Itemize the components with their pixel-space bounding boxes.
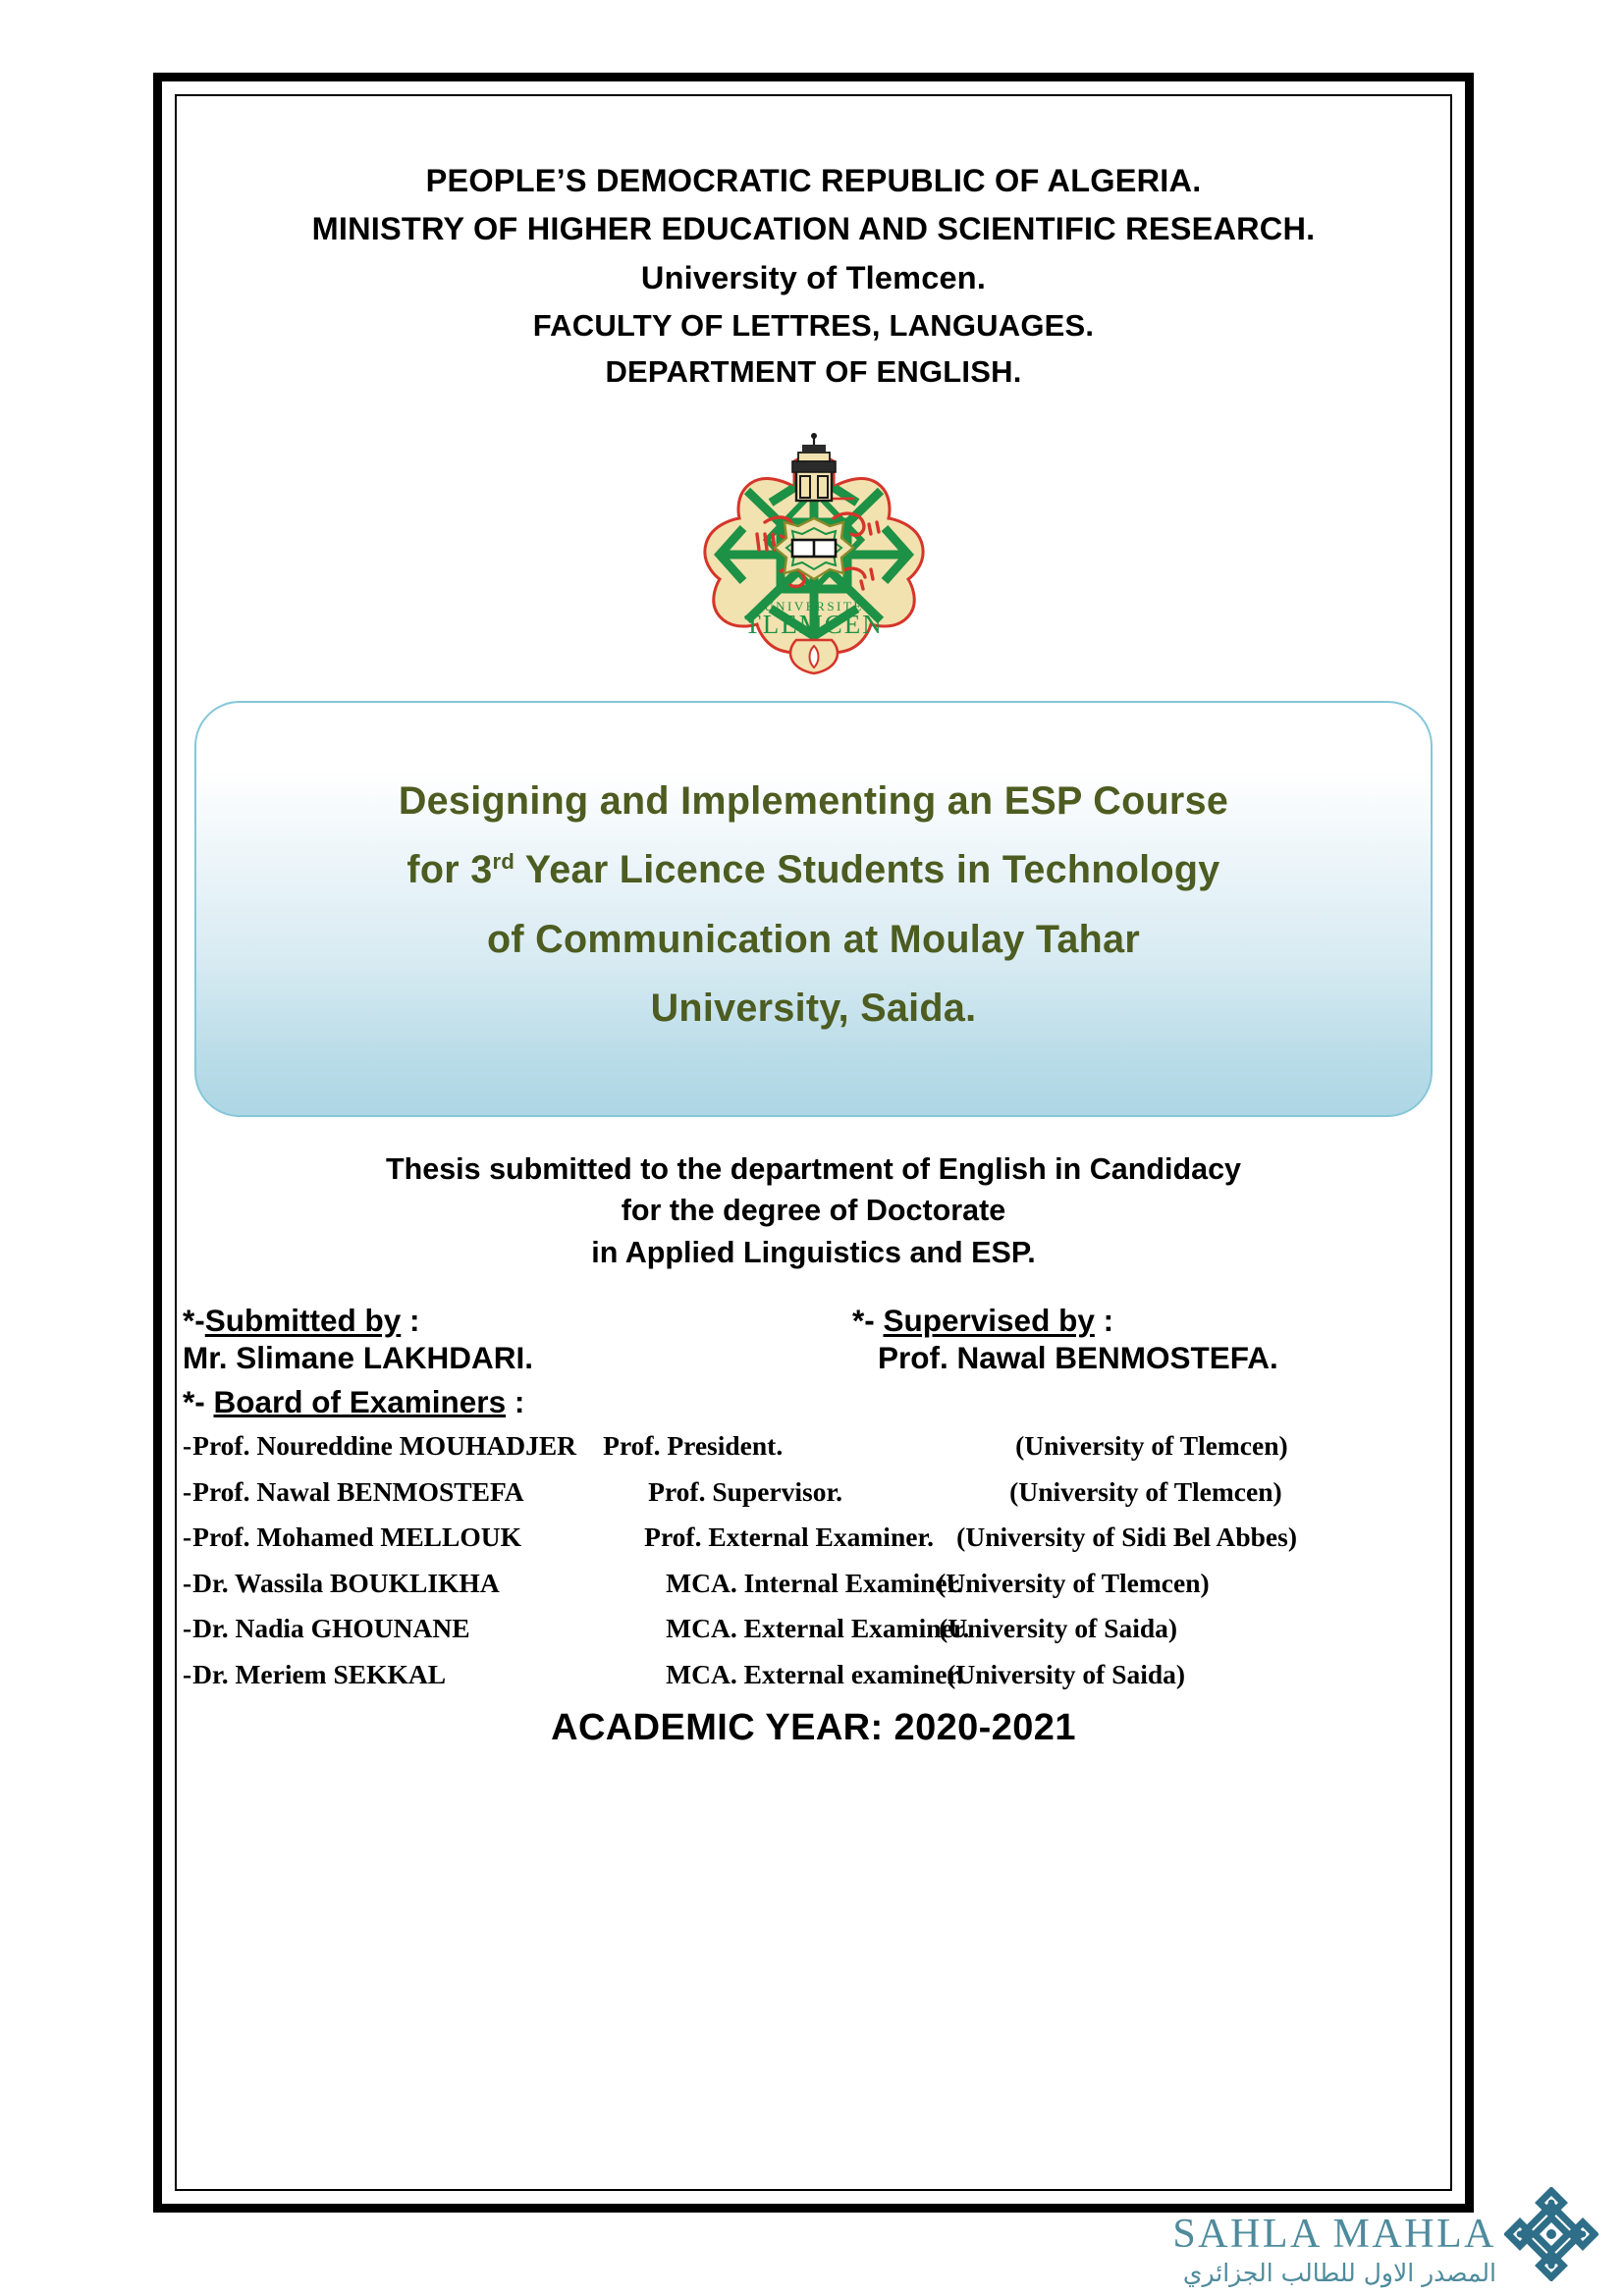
- watermark-logo: [1504, 2187, 1598, 2286]
- sahla-mahla-watermark: [1172, 2187, 1598, 2288]
- examiner-name: Dr. Wassila BOUKLIKHA: [192, 1567, 500, 1598]
- title-line-4-text: University, Saida.: [650, 987, 977, 1031]
- watermark-text: [1172, 2211, 1496, 2288]
- title-line-2: [406, 848, 1220, 892]
- header-line-faculty: FACULTY OF LETTRES, LANGUAGES.: [532, 308, 1095, 344]
- supervised-by-label: [852, 1303, 1113, 1338]
- board-of-examiners-label: [183, 1384, 1450, 1420]
- examiner-university: (University of Tlemcen): [1009, 1475, 1282, 1507]
- watermark-arabic-text: المصدر الاول للطالب الجزائري: [1182, 2258, 1496, 2287]
- submitted-by-label-text: Submitted by: [204, 1302, 402, 1338]
- thesis-title-box: [194, 701, 1433, 1117]
- examiner-name: Prof. Noureddine MOUHADJER: [192, 1430, 577, 1462]
- board-label-text: Board of Examiners: [213, 1384, 507, 1420]
- submitted-by-label: [183, 1303, 420, 1338]
- examiners-list: [183, 1432, 1450, 1687]
- examiner-row: [183, 1567, 1450, 1598]
- examiner-university: (University of Sidi Bel Abbes): [956, 1522, 1297, 1553]
- academic-year: ACADEMIC YEAR: 2020-2021: [551, 1707, 1076, 1749]
- examiner-university: (University of Tlemcen): [1015, 1430, 1288, 1462]
- examiner-row: [183, 1475, 1450, 1507]
- examiner-role: Prof. Supervisor.: [648, 1475, 843, 1507]
- names-row: [183, 1339, 1450, 1376]
- title-line-2-post: Year Licence Students in Technology: [514, 848, 1220, 892]
- header-line-ministry: MINISTRY OF HIGHER EDUCATION AND SCIENTIFIC RESEARCH.: [311, 211, 1316, 247]
- thesis-statement-line-2: for the degree of Doctorate: [621, 1194, 1006, 1228]
- examiner-university: (University of Saida): [947, 1658, 1186, 1689]
- examiner-row: [183, 1615, 1450, 1642]
- labels-row: [183, 1303, 1450, 1339]
- examiner-university: (University of Saida): [939, 1613, 1178, 1644]
- examiner-dash: -: [183, 1430, 192, 1462]
- examiner-dash: -: [183, 1567, 192, 1598]
- submitted-by-label-cell: [183, 1303, 732, 1339]
- submitted-by-suffix: :: [401, 1302, 420, 1338]
- watermark-latin-text: SAHLA MAHLA: [1172, 2211, 1496, 2257]
- examiner-role: MCA. External Examiner.: [666, 1613, 970, 1644]
- logo-caption-tlemcen: TLEMCEN: [743, 610, 884, 640]
- examiner-dash: -: [183, 1475, 192, 1507]
- examiner-university: (University of Tlemcen): [937, 1567, 1210, 1598]
- supervised-by-suffix: :: [1094, 1302, 1114, 1338]
- supervised-by-prefix: *-: [852, 1302, 884, 1338]
- title-line-4: [651, 989, 977, 1029]
- supervised-by-label-text: Supervised by: [883, 1302, 1095, 1338]
- examiner-role: Prof. President.: [603, 1430, 784, 1462]
- header-line-country: PEOPLE’S DEMOCRATIC REPUBLIC OF ALGERIA.: [425, 163, 1202, 198]
- thesis-statement-line-1: Thesis submitted to the department of English in Candidacy: [385, 1152, 1242, 1187]
- supervised-by-name-cell: [732, 1339, 1450, 1376]
- logo-caption-universite: UNIVERSITE: [763, 599, 864, 614]
- minaret-icon: [792, 433, 836, 501]
- examiner-name: Prof. Mohamed MELLOUK: [192, 1522, 521, 1553]
- examiner-row: [183, 1523, 1450, 1551]
- board-prefix: *-: [183, 1384, 214, 1420]
- examiner-role: MCA. External examiner.: [666, 1658, 964, 1689]
- board-suffix: :: [506, 1384, 525, 1420]
- people-section: [177, 1303, 1450, 1687]
- supervised-by-label-cell: [732, 1303, 1450, 1339]
- university-logo-container: [177, 432, 1450, 677]
- supervised-by-name: Prof. Nawal BENMOSTEFA.: [878, 1339, 1278, 1375]
- thesis-statement: [177, 1148, 1450, 1272]
- title-line-3: [486, 917, 1141, 961]
- university-of-tlemcen-emblem-icon: [686, 432, 942, 677]
- header-line-university: University of Tlemcen.: [640, 259, 987, 295]
- examiner-row: [183, 1658, 1450, 1689]
- examiner-name: Dr. Nadia GHOUNANE: [192, 1613, 470, 1644]
- examiner-role: MCA. Internal Examiner.: [666, 1567, 964, 1598]
- title-line-1-text: Designing and Implementing an ESP Course: [398, 778, 1229, 823]
- examiner-row: [183, 1432, 1450, 1460]
- examiner-dash: -: [183, 1658, 192, 1689]
- cover-content: [177, 98, 1450, 2187]
- header-line-department: DEPARTMENT OF ENGLISH.: [605, 354, 1022, 390]
- submitted-by-name-cell: [183, 1339, 732, 1376]
- examiner-dash: -: [183, 1613, 192, 1644]
- examiner-role: Prof. External Examiner.: [644, 1522, 935, 1553]
- submitted-by-prefix: *-: [183, 1302, 205, 1338]
- thesis-statement-line-3: in Applied Linguistics and ESP.: [591, 1235, 1036, 1269]
- submitted-by-name: Mr. Slimane LAKHDARI.: [183, 1339, 534, 1375]
- institution-header: [177, 98, 1450, 395]
- examiner-dash: -: [183, 1522, 192, 1553]
- title-line-1: [398, 778, 1229, 823]
- examiner-name: Dr. Meriem SEKKAL: [192, 1658, 447, 1689]
- examiner-name: Prof. Nawal BENMOSTEFA: [192, 1475, 524, 1507]
- title-line-3-text: of Communication at Moulay Tahar: [486, 917, 1141, 961]
- title-line-2-pre: for 3: [406, 848, 493, 892]
- sahla-mahla-diamond-icon: [1504, 2187, 1598, 2281]
- title-line-2-sup: rd: [492, 849, 515, 875]
